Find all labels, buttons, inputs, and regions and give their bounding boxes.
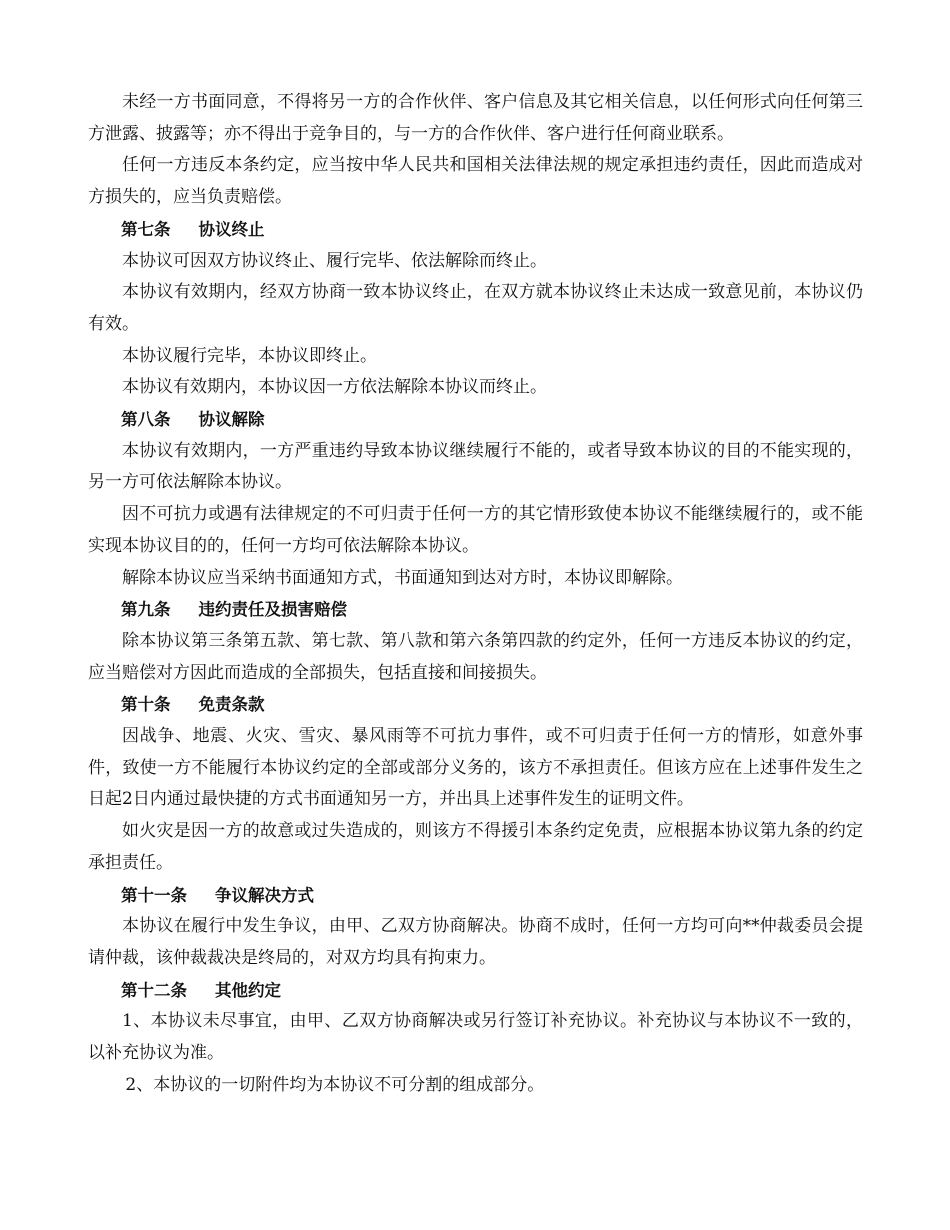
section-number: 第十二条 — [121, 980, 187, 1000]
section-title: 争议解决方式 — [215, 885, 314, 905]
paragraph: 除本协议第三条第五款、第七款、第八款和第六条第四款的约定外，任何一方违反本协议的约定，应当赔偿对方因此而造成的全部损失，包括直接和间接损失。 — [88, 630, 863, 683]
section-title: 协议解除 — [198, 410, 265, 430]
section-heading — [88, 689, 863, 721]
section-heading — [88, 594, 863, 626]
paragraph: 本协议有效期内，经双方协商一致本协议终止，在双方就本协议终止未达成一致意见前，本协议仍有效。 — [88, 282, 863, 334]
paragraph: 因不可抗力或遇有法律规定的不可归责于任何一方的其它情形致使本协议不能继续履行的，或不能实现本协议目的的，任何一方均可依法解除本协议。 — [88, 504, 863, 556]
paragraph: 本协议履行完毕，本协议即终止。 — [122, 345, 377, 366]
section-title: 协议终止 — [198, 219, 265, 239]
section-heading — [88, 404, 863, 436]
paragraph: 未经一方书面同意，不得将另一方的合作伙伴、客户信息及其它相关信息，以任何形式向任何第三方泄露、披露等；亦不得出于竞争目的，与一方的合作伙伴、客户进行任何商业联系。 — [88, 92, 863, 144]
section-number: 第九条 — [121, 600, 171, 620]
section-title: 违约责任及损害赔偿 — [198, 600, 347, 620]
section-heading — [88, 880, 863, 912]
section-heading — [88, 975, 863, 1007]
paragraph: 本协议有效期内，一方严重违约导致本协议继续履行不能的，或者导致本协议的目的不能实现的，另一方可依法解除本协议。 — [88, 440, 863, 493]
section-number: 第七条 — [121, 219, 171, 239]
section-heading — [88, 214, 863, 246]
paragraph: 解除本协议应当采纳书面通知方式，书面通知到达对方时，本协议即解除。 — [122, 567, 683, 588]
paragraph: 本协议可因双方协议终止、履行完毕、依法解除而终止。 — [122, 250, 547, 271]
paragraph: 如火灾是因一方的故意或过失造成的，则该方不得援引本条约定免责，应根据本协议第九条的约定承担责任。 — [88, 821, 863, 873]
section-number: 第十一条 — [121, 885, 187, 905]
paragraph: 2、本协议的一切附件均为本协议不可分割的组成部分。 — [125, 1074, 545, 1095]
paragraph: 本协议在履行中发生争议，由甲、乙双方协商解决。协商不成时，任何一方均可向**仲裁委员会提请仲裁，该仲裁裁决是终局的，对双方均具有拘束力。 — [88, 916, 863, 968]
paragraph: 任何一方违反本条约定，应当按中华人民共和国相关法律法规的规定承担违约责任，因此而造成对方损失的，应当负责赔偿。 — [88, 155, 863, 208]
paragraph: 因战争、地震、火灾、雪灾、暴风雨等不可抗力事件，或不可归责于任何一方的情形，如意外事件，致使一方不能履行本协议约定的全部或部分义务的，该方不承担责任。但该方应在上述事件发生之日起2日内通过最快捷的方式书面通知另一方，并出具上述事件发生的证明文件。 — [88, 726, 863, 810]
paragraph: 本协议有效期内，本协议因一方依法解除本协议而终止。 — [122, 377, 547, 398]
section-number: 第八条 — [121, 410, 171, 430]
section-number: 第十条 — [121, 695, 171, 715]
section-title: 免责条款 — [198, 695, 265, 715]
document-page — [88, 87, 863, 1102]
paragraph: 1、本协议未尽事宜，由甲、乙双方协商解决或另行签订补充协议。补充协议与本协议不一致的，以补充协议为准。 — [88, 1011, 863, 1064]
section-title: 其他约定 — [215, 980, 281, 1000]
